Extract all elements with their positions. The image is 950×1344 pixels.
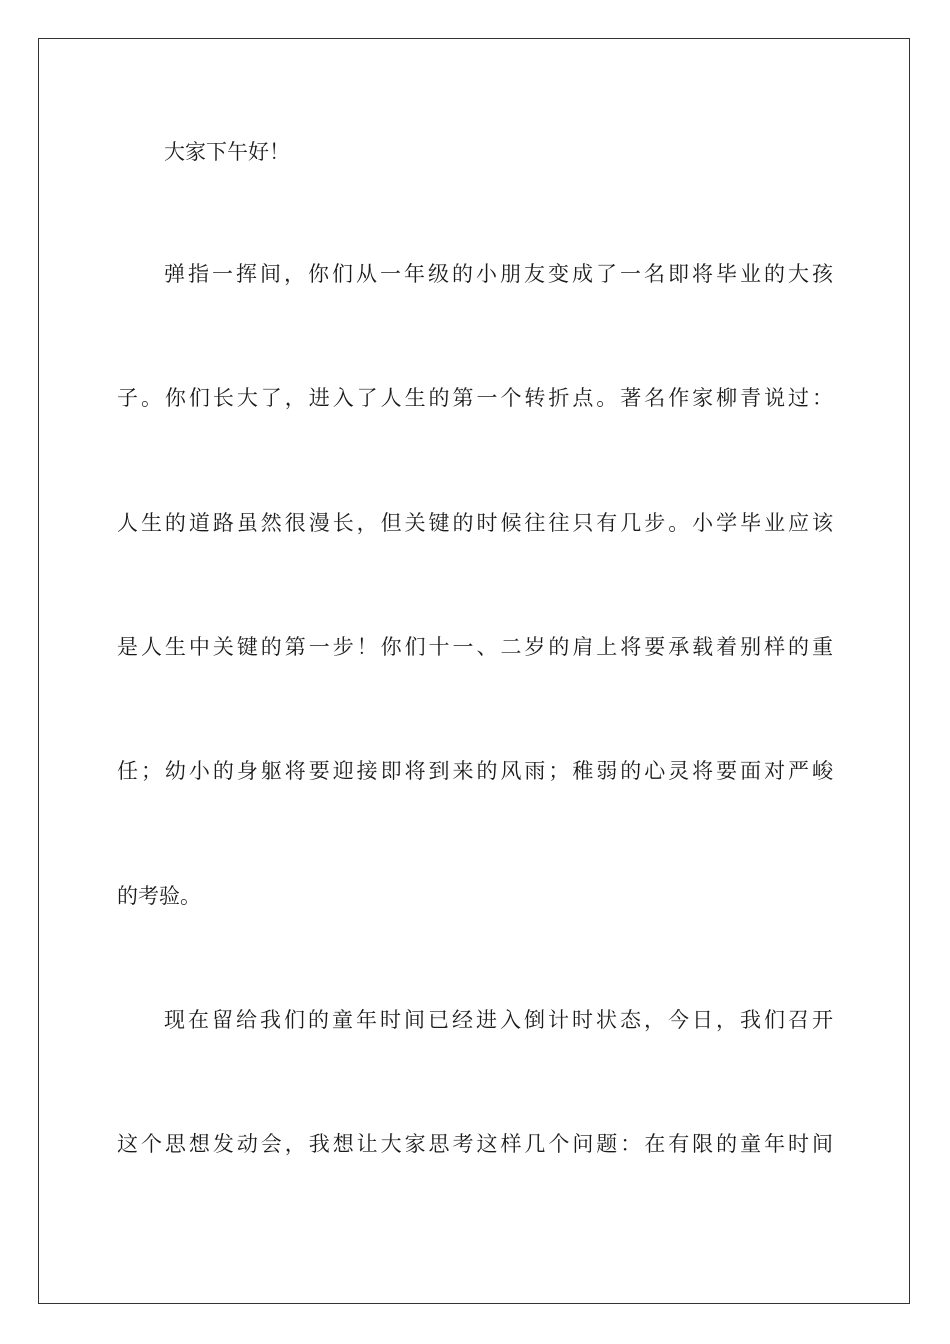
greeting-line: 大家下午好！ xyxy=(164,140,290,164)
paragraph-1-line-4: 是人生中关键的第一步！你们十一、二岁的肩上将要承载着别样的重 xyxy=(117,635,833,659)
paragraph-1-line-5: 任；幼小的身躯将要迎接即将到来的风雨；稚弱的心灵将要面对严峻 xyxy=(117,759,833,783)
paragraph-2-line-2: 这个思想发动会，我想让大家思考这样几个问题：在有限的童年时间 xyxy=(117,1132,833,1156)
paragraph-1-line-1: 弹指一挥间，你们从一年级的小朋友变成了一名即将毕业的大孩 xyxy=(164,262,833,286)
paragraph-1-line-6: 的考验。 xyxy=(117,884,201,908)
paragraph-1-line-3: 人生的道路虽然很漫长，但关键的时候往往只有几步。小学毕业应该 xyxy=(117,511,833,535)
paragraph-1-line-2: 子。你们长大了，进入了人生的第一个转折点。著名作家柳青说过： xyxy=(117,386,833,410)
page-border xyxy=(38,38,910,1304)
paragraph-2-line-1: 现在留给我们的童年时间已经进入倒计时状态，今日，我们召开 xyxy=(164,1008,833,1032)
